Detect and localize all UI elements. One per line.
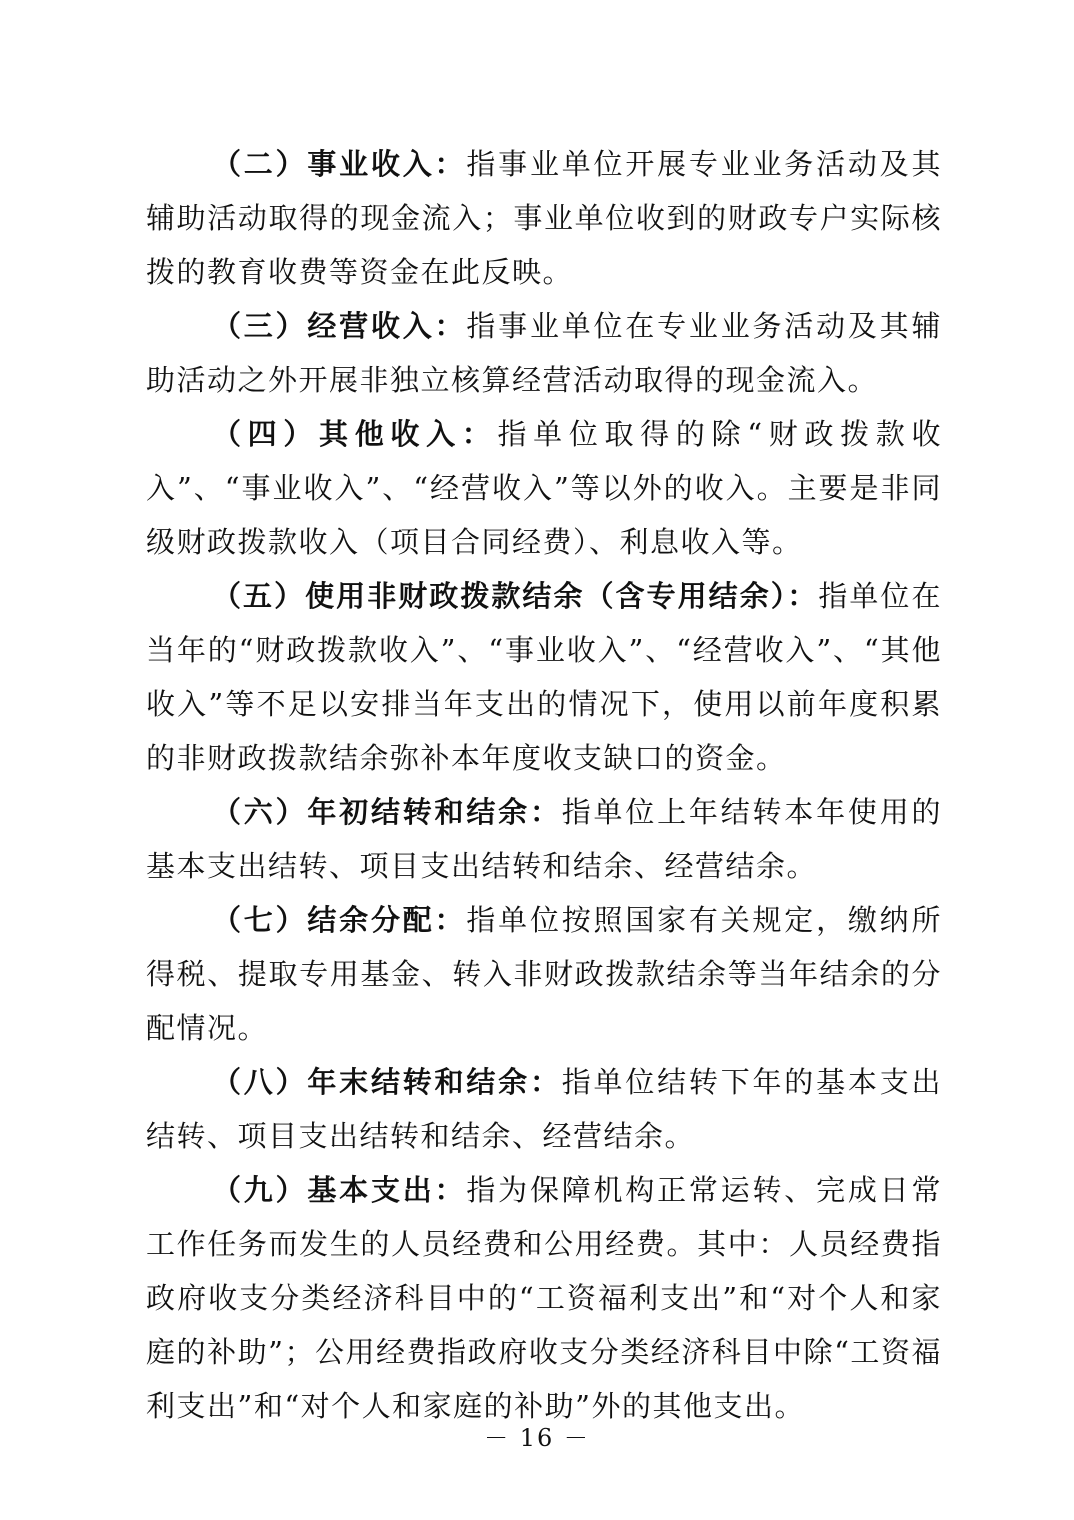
term-balance-distribution: （七）结余分配： bbox=[212, 903, 467, 937]
paragraph-opening-balance bbox=[146, 785, 942, 893]
term-non-fiscal-balance: （五）使用非财政拨款结余（含专用结余）： bbox=[212, 579, 819, 613]
term-basic-expenditure: （九）基本支出： bbox=[212, 1173, 467, 1207]
term-opening-balance: （六）年初结转和结余： bbox=[212, 795, 562, 829]
paragraph-balance-distribution bbox=[146, 893, 942, 1055]
term-business-income: （二）事业收入： bbox=[212, 147, 467, 181]
term-other-income: （四）其他收入： bbox=[212, 417, 498, 451]
paragraph-basic-expenditure bbox=[146, 1163, 942, 1433]
document-body bbox=[146, 137, 942, 1433]
paragraph-other-income bbox=[146, 407, 942, 569]
term-closing-balance: （八）年末结转和结余： bbox=[212, 1065, 562, 1099]
paragraph-non-fiscal-balance bbox=[146, 569, 942, 785]
paragraph-closing-balance bbox=[146, 1055, 942, 1163]
definition-business-income: 指事业单位开展专业业务活动及其辅助活动取得的现金流入；事业单位收到的财政专户实际核拨的教育收费等资金在此反映。 bbox=[146, 147, 942, 289]
definition-balance-distribution: 指单位按照国家有关规定，缴纳所得税、提取专用基金、转入非财政拨款结余等当年结余的分配情况。 bbox=[146, 903, 942, 1045]
term-operating-income: （三）经营收入： bbox=[212, 309, 467, 343]
page-number: － 16 － bbox=[484, 1424, 590, 1452]
definition-closing-balance: 指单位结转下年的基本支出结转、项目支出结转和结余、经营结余。 bbox=[146, 1065, 942, 1153]
definition-opening-balance: 指单位上年结转本年使用的基本支出结转、项目支出结转和结余、经营结余。 bbox=[146, 795, 942, 883]
definition-basic-expenditure: 指为保障机构正常运转、完成日常工作任务而发生的人员经费和公用经费。其中：人员经费指政府收支分类经济科目中的“工资福利支出”和“对个人和家庭的补助”；公用经费指政府收支分类经济科目中除“工资福利支出”和“对个人和家庭的补助”外的其他支出。 bbox=[146, 1173, 942, 1423]
definition-other-income: 指单位取得的除“财政拨款收入”、“事业收入”、“经营收入”等以外的收入。主要是非同级财政拨款收入（项目合同经费）、利息收入等。 bbox=[146, 417, 942, 559]
paragraph-business-income bbox=[146, 137, 942, 299]
definition-non-fiscal-balance: 指单位在当年的“财政拨款收入”、“事业收入”、“经营收入”、“其他收入”等不足以安排当年支出的情况下，使用以前年度积累的非财政拨款结余弥补本年度收支缺口的资金。 bbox=[146, 579, 942, 775]
paragraph-operating-income bbox=[146, 299, 942, 407]
definition-operating-income: 指事业单位在专业业务活动及其辅助活动之外开展非独立核算经营活动取得的现金流入。 bbox=[146, 309, 942, 397]
